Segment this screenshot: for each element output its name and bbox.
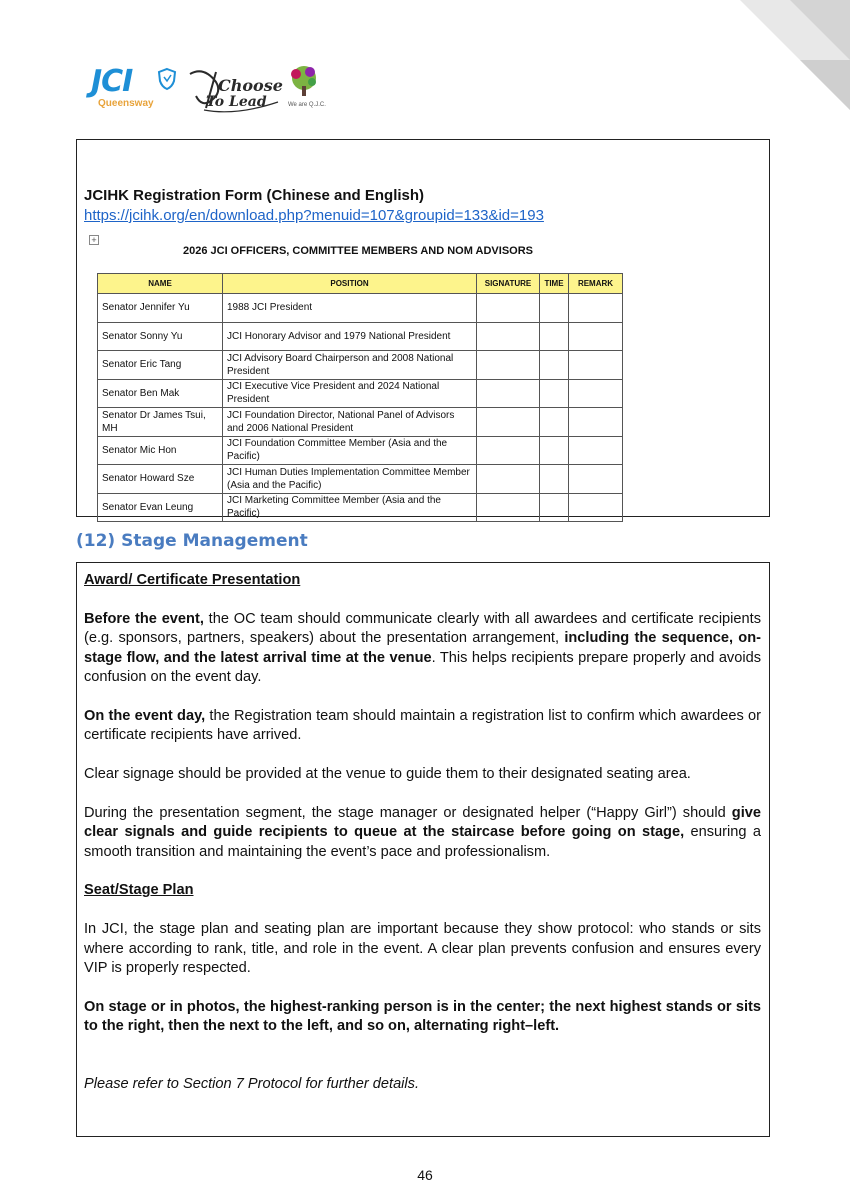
table-row — [98, 408, 623, 437]
signature-cell — [477, 322, 540, 351]
presentation-segment-paragraph — [84, 804, 761, 862]
officer-position: 1988 JCI President — [223, 294, 477, 323]
time-cell — [540, 493, 569, 522]
signage-paragraph: Clear signage should be provided at the venue to guide them to their designated seating area. — [84, 766, 691, 783]
officer-position: JCI Honorary Advisor and 1979 National President — [223, 322, 477, 351]
table-row — [98, 379, 623, 408]
signature-cell — [477, 465, 540, 494]
section-heading: (12) Stage Management — [76, 531, 308, 551]
time-cell — [540, 351, 569, 380]
stage-management-box — [76, 562, 770, 1137]
column-header-signature: SIGNATURE — [477, 274, 540, 294]
officer-name: Senator Sonny Yu — [98, 322, 223, 351]
registration-form-title: JCIHK Registration Form (Chinese and English) — [84, 187, 425, 204]
stage-plan-paragraph: In JCI, the stage plan and seating plan are important because they show protocol: who stands or sits where according to rank, title, and role in the event. A clear plan prevents confusion and ensures every VIP is properly respected. — [84, 921, 761, 977]
before-event-text: the OC team should communicate clearly with all awardees and certificate recipients (e.g. sponsors, partners, speakers) about the presentation arrangement, — [84, 610, 762, 647]
officer-name: Senator Evan Leung — [98, 493, 223, 522]
officer-position: JCI Foundation Director, National Panel of Advisors and 2006 National President — [223, 408, 477, 437]
officers-list-title: 2026 JCI OFFICERS, COMMITTEE MEMBERS AND NOM ADVISORS — [182, 245, 533, 257]
signature-cell — [477, 408, 540, 437]
officer-name: Senator Eric Tang — [98, 351, 223, 380]
remark-cell — [569, 493, 623, 522]
header-logos — [88, 60, 348, 116]
officer-position: JCI Foundation Committee Member (Asia and the Pacific) — [223, 436, 477, 465]
table-row — [98, 493, 623, 522]
page-number: 46 — [417, 1167, 433, 1183]
before-event-emphasis: including the sequence, on-stage flow, and the latest arrival time at the venue — [84, 630, 761, 666]
table-row — [98, 351, 623, 380]
time-cell — [540, 408, 569, 437]
officer-name: Senator Mic Hon — [98, 436, 223, 465]
table-row — [98, 294, 623, 323]
time-cell — [540, 294, 569, 323]
time-cell — [540, 465, 569, 494]
officer-position: JCI Human Duties Implementation Committee Member (Asia and the Pacific) — [223, 465, 477, 494]
jci-logo-text: JCI — [91, 64, 133, 99]
table-row — [98, 436, 623, 465]
registration-form-box — [76, 139, 770, 520]
remark-cell — [569, 465, 623, 494]
remark-cell — [569, 436, 623, 465]
before-event-lead: Before the event, — [84, 610, 204, 627]
officer-name: Senator Howard Sze — [98, 465, 223, 494]
officers-table — [97, 273, 623, 522]
time-cell — [540, 436, 569, 465]
choose-to-lead-logo — [186, 64, 286, 116]
column-header-name: NAME — [98, 274, 223, 294]
signature-cell — [477, 436, 540, 465]
event-day-text: the Registration team should maintain a registration list to confirm which awardees or certificate recipients have arrived. — [84, 707, 762, 744]
to-lead-logo-text: To Lead — [206, 94, 267, 110]
table-row — [98, 465, 623, 494]
officer-name: Senator Ben Mak — [98, 379, 223, 408]
we-are-qjc-text: We are Q.J.C. — [288, 102, 326, 108]
column-header-remark: REMARK — [569, 274, 623, 294]
signature-cell — [477, 379, 540, 408]
seat-stage-plan-heading: Seat/Stage Plan — [84, 882, 194, 899]
remark-cell — [569, 294, 623, 323]
presentation-text-end: ensuring a smooth transition and maintaining the event’s pace and professionalism. — [84, 824, 761, 860]
protocol-reference-note: Please refer to Section 7 Protocol for further details. — [84, 1076, 420, 1093]
officer-position: JCI Executive Vice President and 2024 National President — [223, 379, 477, 408]
remark-cell — [569, 379, 623, 408]
presentation-emphasis: give clear signals and guide recipients to queue at the staircase before going on stage, — [84, 804, 761, 841]
officer-name: Senator Jennifer Yu — [98, 294, 223, 323]
tree-logo-icon — [284, 64, 324, 102]
time-cell — [540, 379, 569, 408]
presentation-text: During the presentation segment, the stage manager or designated helper (“Happy Girl”) should — [84, 804, 732, 821]
remark-cell — [569, 351, 623, 380]
registration-form-link[interactable]: https://jcihk.org/en/download.php?menuid=107&groupid=133&id=193 — [84, 207, 544, 224]
remark-cell — [569, 322, 623, 351]
before-event-paragraph — [84, 610, 761, 688]
time-cell — [540, 322, 569, 351]
officer-name: Senator Dr James Tsui, MH — [98, 408, 223, 437]
column-header-time: TIME — [540, 274, 569, 294]
officer-position: JCI Advisory Board Chairperson and 2008 National President — [223, 351, 477, 380]
ranking-rule-paragraph: On stage or in photos, the highest-ranking person is in the center; the next highest stands or sits to the right, then the next to the left, and so on, alternating right–left. — [84, 998, 761, 1035]
remark-cell — [569, 408, 623, 437]
event-day-paragraph — [84, 707, 761, 746]
officer-position: JCI Marketing Committee Member (Asia and the Pacific) — [223, 493, 477, 522]
officers-list-embed — [84, 232, 632, 520]
column-header-position: POSITION — [223, 274, 477, 294]
page-corner-decoration — [740, 0, 850, 110]
signature-cell — [477, 493, 540, 522]
award-presentation-heading: Award/ Certificate Presentation — [84, 572, 301, 588]
jci-logo-subtitle: Queensway — [98, 98, 154, 109]
expand-icon[interactable]: + — [89, 235, 99, 245]
before-event-text-end: . This helps recipients prepare properly and avoids confusion on the event day. — [84, 649, 762, 686]
signature-cell — [477, 294, 540, 323]
event-day-lead: On the event day, — [84, 707, 206, 724]
jci-shield-icon — [158, 68, 176, 90]
table-row — [98, 322, 623, 351]
signature-cell — [477, 351, 540, 380]
choose-logo-text: Choose — [218, 76, 283, 95]
